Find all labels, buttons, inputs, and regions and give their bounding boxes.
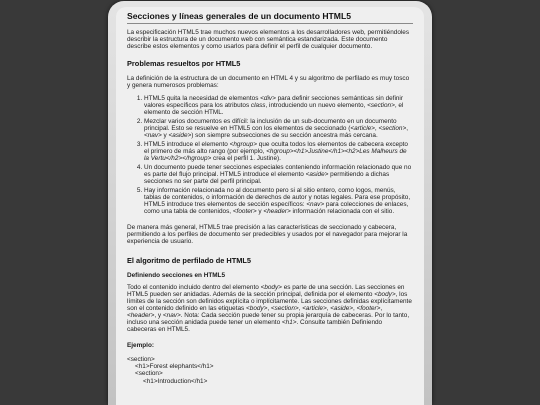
element-name: <footer> (356, 304, 381, 312)
element-name: <aside> (168, 131, 192, 139)
element-name: <body> (374, 290, 396, 298)
element-name: <aside> (305, 170, 329, 178)
item-text: para colecciones de enlaces, como una tabla de contenidos, (144, 200, 409, 215)
item-text: crea el perfil 1. Justine). (211, 154, 281, 162)
item-text: Hay información relacionada no al documento pero si al sitio entero, como logos, menús, tablas de contenidos, o información de derechos de autor y notas legales. Para ese propósito, HTML5 introduce tres elementos de sección específicos: (144, 186, 411, 208)
element-name: <header> (127, 311, 155, 319)
subsection-heading: Definiendo secciones en HTML5 (127, 271, 226, 279)
item-text: y (161, 131, 169, 139)
list-item (144, 141, 413, 162)
list-item (144, 187, 413, 215)
item-text: para definir secciones semánticas sin definir valores específicos para los atributos (144, 94, 403, 109)
item-text: ) son siempre subsecciones de su sección ancestra más cercana. (191, 131, 378, 139)
element-name: <aside> (330, 304, 354, 312)
element-name: <article> (350, 124, 375, 132)
item-text: HTML5 introduce el elemento (144, 140, 230, 148)
item-text: Un documento puede tener secciones especiales conteniendo información relacionado que no es parte del flujo principal. HTML5 introduce el elemento (144, 163, 412, 178)
list-item (144, 164, 413, 185)
item-text: , el elemento de sección HTML. (144, 101, 404, 116)
attribute-name: class (250, 101, 266, 109)
paragraph-text: , (326, 304, 331, 312)
element-name: <div> (260, 94, 276, 102)
element-name: <section> (270, 304, 299, 312)
paragraph-text: es parte de una sección. Las secciones en HTML5 pueden ser anidadas. Además de la sección principal, definida por el elemento (127, 283, 405, 298)
item-text: y (256, 207, 264, 215)
section-heading-algorithm: El algoritmo de perfilado de HTML5 (127, 255, 252, 265)
code-example-block (127, 356, 413, 386)
item-text: , (406, 124, 408, 132)
paragraph-text: Todo el contenido incluido dentro del elemento (127, 283, 261, 291)
page-title: Secciones y líneas generales de un documento HTML5 (127, 11, 413, 24)
item-text: que oculta todos los elementos de cabecera excepto el primero de más alto rango (por ejemplo, (144, 140, 408, 155)
element-name: <body> (246, 304, 268, 312)
problems-closing-paragraph: De manera más general, HTML5 trae precisión a las características de seccionado y cabecera, permitiendo a los perfiles de documento ser predecibles y usados por el navegador para mejorar la experiencia de usuario. (127, 223, 408, 245)
item-text: , (374, 124, 379, 132)
item-text: , introduciendo un nuevo elemento, (265, 101, 368, 109)
list-item (144, 118, 413, 139)
paragraph-text: , (380, 304, 383, 312)
element-name: <article> (302, 304, 327, 312)
paragraph-text: , los límites de la sección son definidos explícita o implícitamente. Las secciones definidas explícitamente son el contenido definido en las etiquetas (127, 290, 412, 312)
element-name: <h1> (281, 318, 297, 326)
code-line: <section> (135, 370, 163, 378)
code-line: <h1>Introduction</h1> (143, 377, 208, 385)
page-frame (108, 1, 432, 405)
item-text: HTML5 quita la necesidad de elementos (144, 94, 261, 102)
intro-paragraph: La especificación HTML5 trae muchos nuevos elementos a los desarrolladores web, permitiéndoles describir la estructura de un documento web con semántica estandarizada. Este documento describe estos elementos y como usarlos para definir el perfil de cualquier documento. (127, 28, 410, 50)
element-name: <footer> (232, 207, 257, 215)
element-name: <section> (378, 124, 407, 132)
element-name: <body> (260, 283, 282, 291)
code-line: <h1>Forest elephants</h1> (135, 362, 214, 370)
element-name: <hgroup> (229, 140, 257, 148)
item-text: Mezclar varios documentos es difícil: la inclusión de un sub-documento en un documento principal. Esto se resuelve en HTML5 con los elementos de seccionado ( (144, 117, 397, 132)
element-name: <nav> (144, 131, 162, 139)
element-name: <nav> (162, 311, 181, 319)
element-name: <nav> (306, 200, 325, 208)
list-item (144, 95, 413, 116)
algorithm-paragraph (127, 284, 413, 333)
paragraph-text: , (353, 304, 357, 312)
problems-lead-paragraph: La definición de la estructura de un documento en HTML 4 y su algoritmo de perfilado es muy tosco y genera numerosos problemas: (127, 74, 410, 89)
item-text: información relacionada con el sitio. (290, 207, 395, 215)
element-name: <section> (367, 101, 395, 109)
element-name: <header> (263, 207, 291, 215)
paragraph-text: , (298, 304, 303, 312)
code-example: <hgroup><h1>Justine</h1><h2>Les Malheurs de la Vertu</h2></hgroup> (144, 147, 407, 162)
paragraph-text: , y (154, 311, 163, 319)
paragraph-text: . Nota: Cada sección puede tener su propia jerarquía de cabeceras. Por lo tanto, incluso una sección anidada puede tener un elemento (127, 311, 410, 326)
paragraph-text: , (267, 304, 271, 312)
section-heading-problems: Problemas resueltos por HTML5 (127, 58, 241, 68)
article-content (127, 11, 413, 385)
example-label: Ejemplo: (127, 341, 154, 349)
code-line: <section> (127, 355, 155, 363)
problems-list (127, 95, 413, 215)
item-text: permitiendo a dichas secciones no ser parte del perfil principal. (144, 170, 390, 185)
paragraph-text: . Consulte también Definiendo cabeceras en HTML5. (127, 318, 383, 333)
document-page[interactable] (116, 7, 424, 405)
